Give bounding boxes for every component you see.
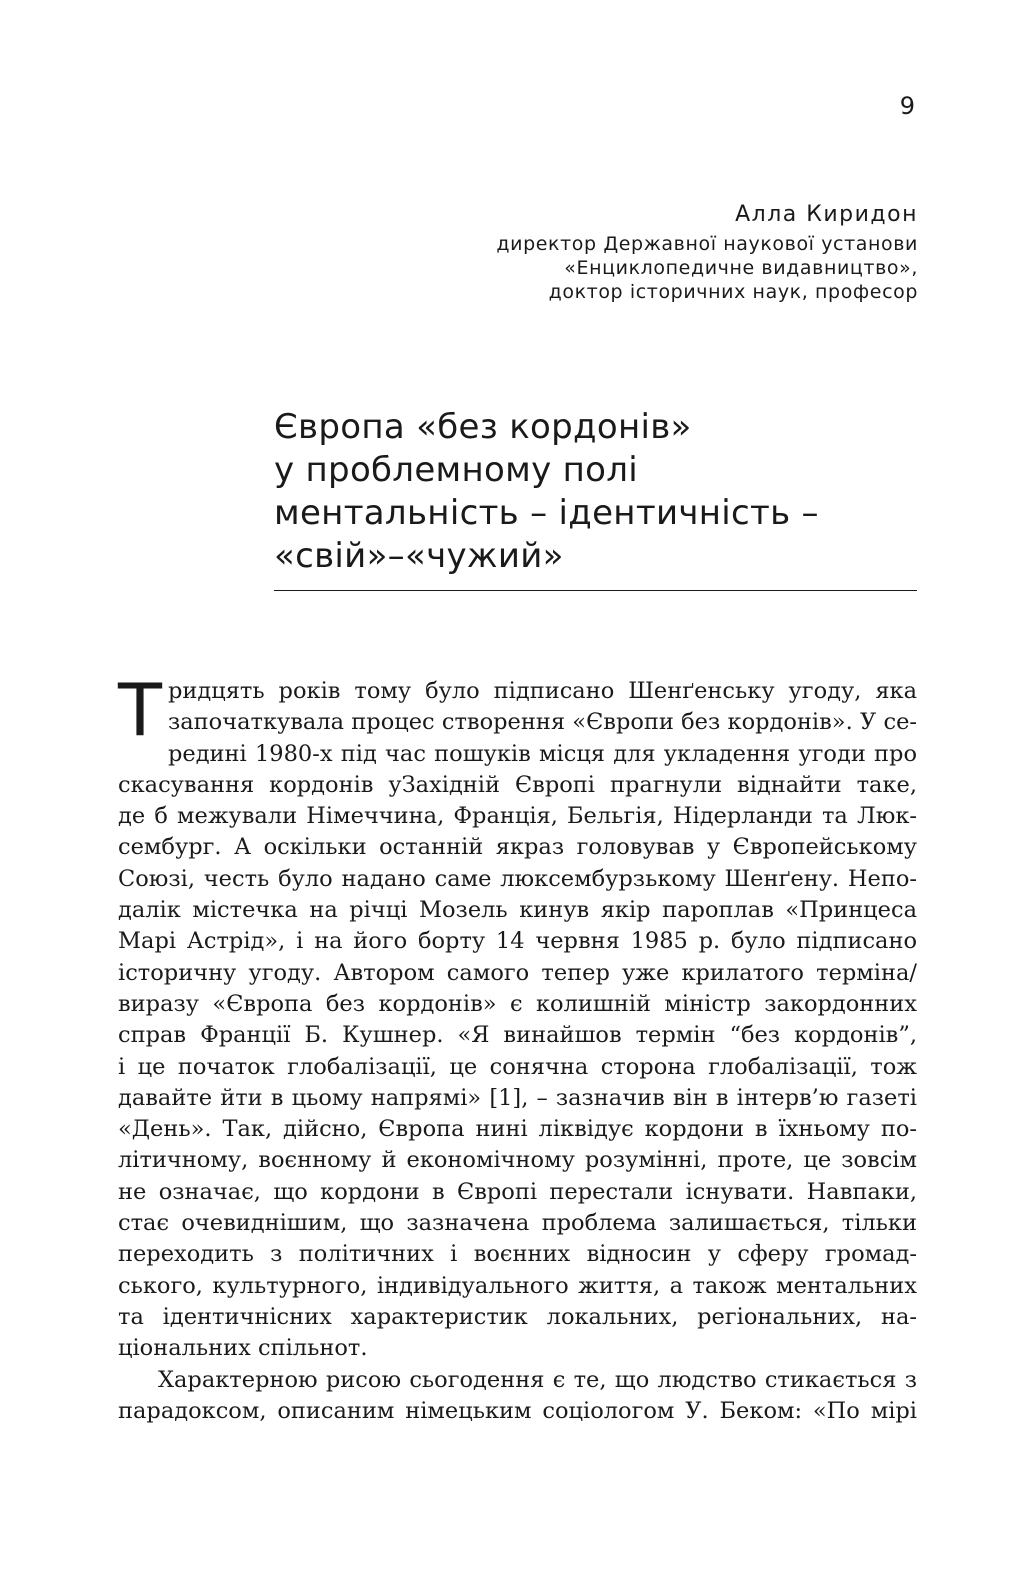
title-line: ментальність – ідентичність –: [274, 493, 819, 533]
text-line: виразу «Європа без кордонів» є колишній міністр закордонних: [118, 990, 917, 1017]
text-line: скасування кордонів уЗахідній Європі прагнули віднайти таке,: [118, 771, 917, 798]
paragraph-1: [118, 668, 917, 1365]
text-line: Марі Астрід», і на його борту 14 червня 1985 р. було підписано: [118, 928, 917, 955]
text-line: ціональних спільнот.: [118, 1335, 368, 1362]
author-name: Алла Киридон: [735, 202, 918, 227]
paragraph-2: [118, 1365, 917, 1428]
text-line: започаткувала процес створення «Європи без кордонів». У се-: [167, 709, 917, 736]
title-divider: [274, 590, 917, 591]
title-line: Європа «без кордонів»: [274, 407, 692, 447]
drop-cap: Т: [118, 668, 162, 752]
text-line: Характерною рисою сьогодення є те, що людство стикається з: [158, 1366, 917, 1393]
title-line: у проблемному полі: [274, 450, 639, 490]
author-role-line: директор Державної наукової установи: [496, 233, 918, 255]
text-line: стає очевиднішим, що зазначена проблема залишається, тільки: [118, 1210, 917, 1237]
text-line: далік містечка на річці Мозель кинув якір пароплав «Принцеса: [118, 897, 917, 924]
text-line: де б межували Німеччина, Франція, Бельгія, Нідерланди та Люк-: [118, 803, 917, 830]
title-line: «свій»–«чужий»: [274, 536, 564, 576]
text-line: Союзі, честь було надано саме люксембурзькому Шенґену. Непо-: [118, 865, 917, 892]
text-line: ридцять років тому було підписано Шенґенську угоду, яка: [167, 678, 917, 704]
text-line: давайте йти в цьому напрямі» [1], – зазначив він в інтерв’ю газеті: [118, 1084, 917, 1111]
text-line: і це початок глобалізації, це сонячна сторона глобалізації, тож: [118, 1053, 917, 1080]
text-line: редині 1980-х під час пошуків місця для укладення угоди про: [167, 740, 917, 767]
author-block: [496, 200, 918, 304]
text-line: ського, культурного, індивідуального життя, а також ментальних: [118, 1272, 917, 1299]
author-role-line: доктор історичних наук, професор: [548, 281, 918, 303]
text-line: сембург. А оскільки останній якраз головував у Європейському: [118, 834, 917, 861]
article-body: [118, 668, 917, 1427]
text-line: переходить з політичних і воєнних відносин у сферу громад-: [118, 1241, 917, 1268]
text-line: історичну угоду. Автором самого тепер уже крилатого терміна/: [118, 959, 917, 986]
text-line: «День». Так, дійсно, Європа нині ліквідує кордони в їхньому по-: [118, 1116, 917, 1143]
text-line: справ Франції Б. Кушнер. «Я винайшов термін “без кордонів”,: [118, 1022, 917, 1049]
text-line: парадоксом, описаним німецьким соціологом У. Беком: «По мірі: [118, 1397, 917, 1424]
author-role-line: «Енциклопедичне видавництво»,: [564, 257, 918, 279]
text-line: не означає, що кордони в Європі перестали існувати. Навпаки,: [118, 1178, 917, 1205]
page-number: 9: [899, 92, 916, 120]
text-line: та ідентичнісних характеристик локальних, регіональних, на-: [118, 1303, 917, 1330]
article-title: [274, 406, 917, 578]
text-line: літичному, воєнному й економічному розумінні, проте, це зовсім: [118, 1147, 917, 1174]
